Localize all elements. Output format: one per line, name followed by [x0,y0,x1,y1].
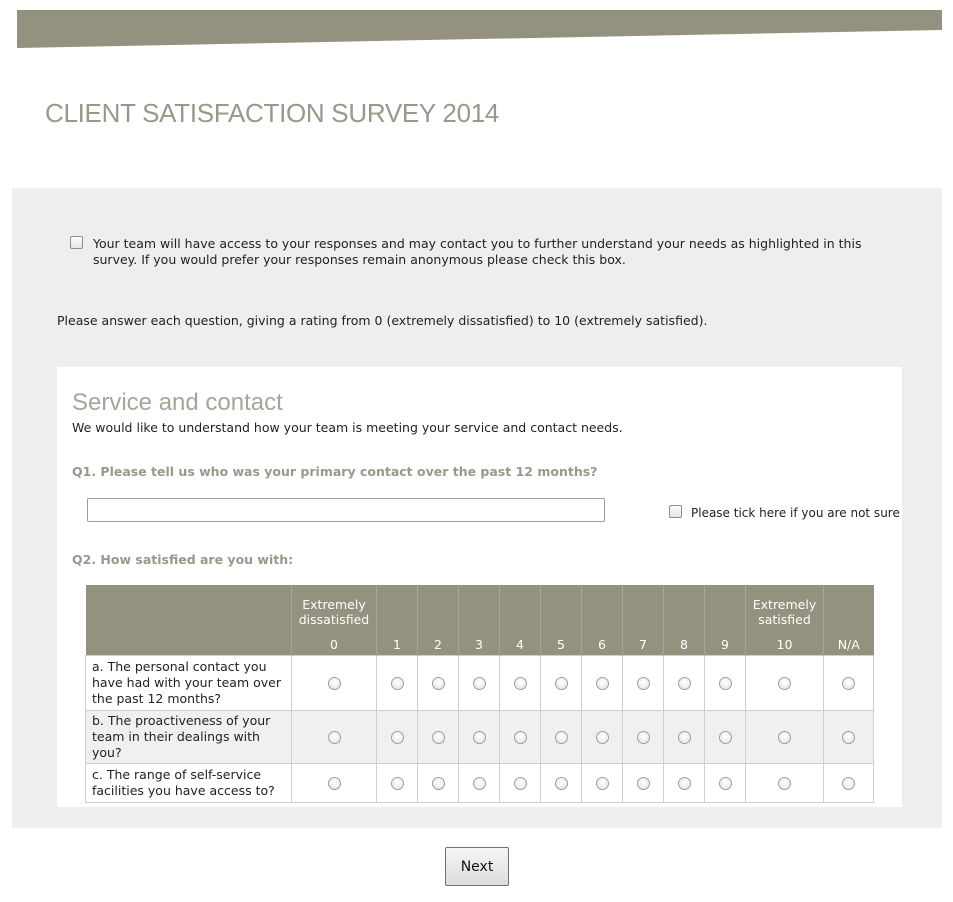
rating-radio-0[interactable] [328,677,341,690]
rating-cell [746,655,824,710]
rating-radio-8[interactable] [678,677,691,690]
scale-value: 10 [776,636,793,652]
q2-label: Q2. How satisfied are you with: [72,552,294,567]
rating-cell [541,655,582,710]
next-button[interactable]: Next [445,847,509,886]
scale-header-8 [664,585,705,655]
rating-cell [292,655,377,710]
anonymous-checkbox[interactable] [70,236,83,249]
rating-radio-5[interactable] [555,677,568,690]
rating-radio-10[interactable] [778,677,791,690]
header-banner [17,10,942,48]
scale-value: 9 [721,636,729,652]
scale-header-4 [500,585,541,655]
rating-radio-1[interactable] [391,677,404,690]
scale-value: 5 [557,636,565,652]
section-description: We would like to understand how your team is meeting your service and contact needs. [72,420,623,435]
rating-cell [377,763,418,802]
scale-value: 7 [639,636,647,652]
rating-radio-1[interactable] [391,731,404,744]
scale-header-7 [623,585,664,655]
matrix-item-label: c. The range of self-service facilities you have access to? [86,763,292,802]
anonymity-row [70,236,900,268]
scale-value: 3 [475,636,483,652]
rating-radio-na[interactable] [842,677,855,690]
rating-radio-6[interactable] [596,731,609,744]
rating-cell [664,710,705,763]
scale-header-na [824,585,874,655]
rating-radio-7[interactable] [637,731,650,744]
rating-cell [746,710,824,763]
rating-cell [500,655,541,710]
rating-matrix [85,585,874,803]
anchor-high-label: Extremely satisfied [752,596,817,627]
anonymity-text: Your team will have access to your responses and may contact you to further understand your needs as highlighted in this survey. If you would prefer your responses remain anonymous please check this box. [93,236,862,267]
rating-cell [500,710,541,763]
rating-radio-10[interactable] [778,731,791,744]
scale-header-2 [418,585,459,655]
rating-radio-3[interactable] [473,677,486,690]
rating-radio-6[interactable] [596,777,609,790]
matrix-row [86,655,874,710]
q1-label: Q1. Please tell us who was your primary contact over the past 12 months? [72,464,598,479]
scale-header-6 [582,585,623,655]
scale-value: 4 [516,636,524,652]
rating-cell [582,710,623,763]
rating-radio-8[interactable] [678,777,691,790]
rating-cell [500,763,541,802]
rating-cell [705,655,746,710]
rating-cell [705,763,746,802]
rating-cell [705,710,746,763]
rating-cell [582,655,623,710]
rating-radio-3[interactable] [473,731,486,744]
section-card [57,367,902,807]
scale-value: 0 [330,636,338,652]
primary-contact-input[interactable] [87,498,605,522]
scale-header-1 [377,585,418,655]
rating-radio-9[interactable] [719,677,732,690]
scale-value: 2 [434,636,442,652]
not-sure-checkbox[interactable] [669,505,682,518]
rating-cell [418,655,459,710]
rating-cell [746,763,824,802]
rating-radio-4[interactable] [514,731,527,744]
matrix-row [86,710,874,763]
rating-cell [459,655,500,710]
rating-radio-0[interactable] [328,777,341,790]
rating-cell [377,710,418,763]
rating-radio-6[interactable] [596,677,609,690]
scale-header-5 [541,585,582,655]
rating-radio-5[interactable] [555,731,568,744]
rating-cell [459,763,500,802]
scale-value: 6 [598,636,606,652]
rating-cell [418,763,459,802]
rating-cell [664,655,705,710]
rating-cell [582,763,623,802]
rating-cell [824,763,874,802]
matrix-item-label: b. The proactiveness of your team in their dealings with you? [86,710,292,763]
rating-radio-5[interactable] [555,777,568,790]
anchor-low-label: Extremely dissatisfied [298,596,370,627]
rating-radio-na[interactable] [842,777,855,790]
rating-radio-3[interactable] [473,777,486,790]
rating-cell [824,655,874,710]
rating-radio-2[interactable] [432,731,445,744]
page-title: CLIENT SATISFACTION SURVEY 2014 [45,98,500,128]
section-title: Service and contact [72,389,283,416]
rating-cell [377,655,418,710]
rating-cell [541,710,582,763]
scale-value: 1 [393,636,401,652]
scale-value: 8 [680,636,688,652]
rating-radio-na[interactable] [842,731,855,744]
not-sure-row [669,503,900,520]
scale-header-10 [746,585,824,655]
scale-header-9 [705,585,746,655]
rating-radio-1[interactable] [391,777,404,790]
not-sure-label: Please tick here if you are not sure [691,506,900,520]
matrix-header-blank [86,585,292,655]
rating-cell [292,763,377,802]
rating-radio-0[interactable] [328,731,341,744]
rating-cell [459,710,500,763]
rating-radio-9[interactable] [719,777,732,790]
rating-radio-4[interactable] [514,677,527,690]
rating-cell [418,710,459,763]
rating-radio-4[interactable] [514,777,527,790]
rating-radio-7[interactable] [637,777,650,790]
rating-cell [623,655,664,710]
rating-radio-2[interactable] [432,677,445,690]
rating-radio-2[interactable] [432,777,445,790]
rating-cell [623,763,664,802]
matrix-row [86,763,874,802]
rating-cell [292,710,377,763]
scale-header-0 [292,585,377,655]
instructions-text: Please answer each question, giving a rating from 0 (extremely dissatisfied) to 10 (extremely satisfied). [57,313,708,328]
scale-header-3 [459,585,500,655]
matrix-header-row [86,585,874,655]
rating-cell [664,763,705,802]
scale-value: N/A [837,636,860,652]
rating-radio-9[interactable] [719,731,732,744]
rating-radio-10[interactable] [778,777,791,790]
rating-cell [623,710,664,763]
rating-radio-7[interactable] [637,677,650,690]
matrix-item-label: a. The personal contact you have had with your team over the past 12 months? [86,655,292,710]
rating-cell [541,763,582,802]
rating-radio-8[interactable] [678,731,691,744]
rating-cell [824,710,874,763]
